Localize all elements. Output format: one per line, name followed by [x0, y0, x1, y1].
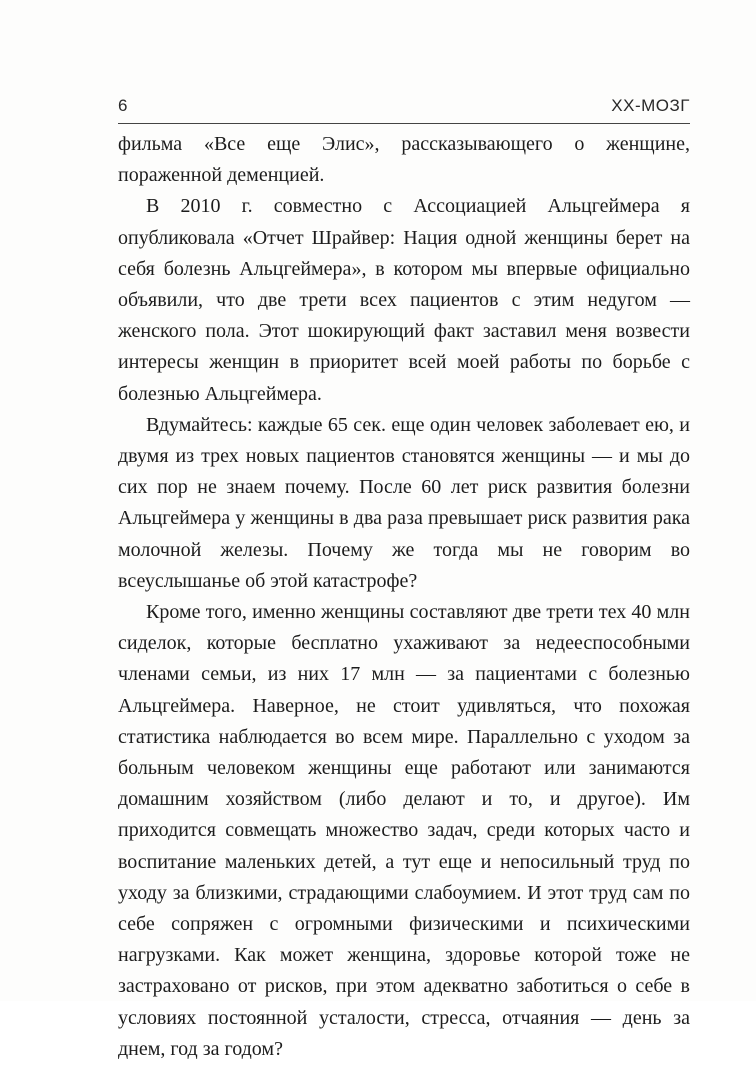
- body-text: [118, 129, 690, 1065]
- paragraph: Вдумайтесь: каждые 65 сек. еще один человек заболевает ею, и двумя из трех новых пациентов становятся женщины — и мы до сих пор не знаем почему. После 60 лет риск развития болезни Альцгеймера у женщины в два раза превышает риск развития рака молочной железы. Почему же тогда мы не говорим во всеуслышанье об этой катастрофе?: [118, 413, 690, 592]
- page-number: 6: [118, 96, 128, 115]
- page-header: [118, 96, 690, 122]
- paragraph: В 2010 г. совместно с Ассоциацией Альцгеймера я опубликовала «Отчет Шрайвер: Нация одной женщины берет на себя болезнь Альцгеймера», в котором мы впервые официально объявили, что две трети всех пациентов с этим недугом — женского пола. Этот шокирующий факт заставил меня возвести интересы женщин в приоритет всей моей работы по борьбе с болезнью Альцгеймера.: [118, 195, 690, 405]
- paragraph-continuation: фильма «Все еще Элис», рассказывающего о женщине, пораженной деменцией.: [118, 133, 690, 187]
- paragraph: Кроме того, именно женщины составляют две трети тех 40 млн сиделок, которые бесплатно ухаживают за недееспособными членами семьи, из них 17 млн — за пациентами с болезнью Альцгеймера. Наверное, не стоит удивляться, что похожая статистика наблюдается во всем мире. Параллельно с уходом за больным человеком женщины еще работают или занимаются домашним хозяйством (либо делают и то, и другое). Им приходится совмещать множество задач, среди которых часто и воспитание маленьких детей, а тут еще и непосильный труд по уходу за близкими, страдающими слабоумием. И этот труд сам по себе сопряжен с огромными физическими и психическими нагрузками. Как может женщина, здоровье которой тоже не застраховано от рисков, при этом адекватно заботиться о себе в условиях постоянной усталости, стресса, отчаяния — день за днем, год за годом?: [118, 601, 690, 1060]
- running-title: XX-МОЗГ: [611, 96, 690, 115]
- header-divider: [118, 123, 690, 124]
